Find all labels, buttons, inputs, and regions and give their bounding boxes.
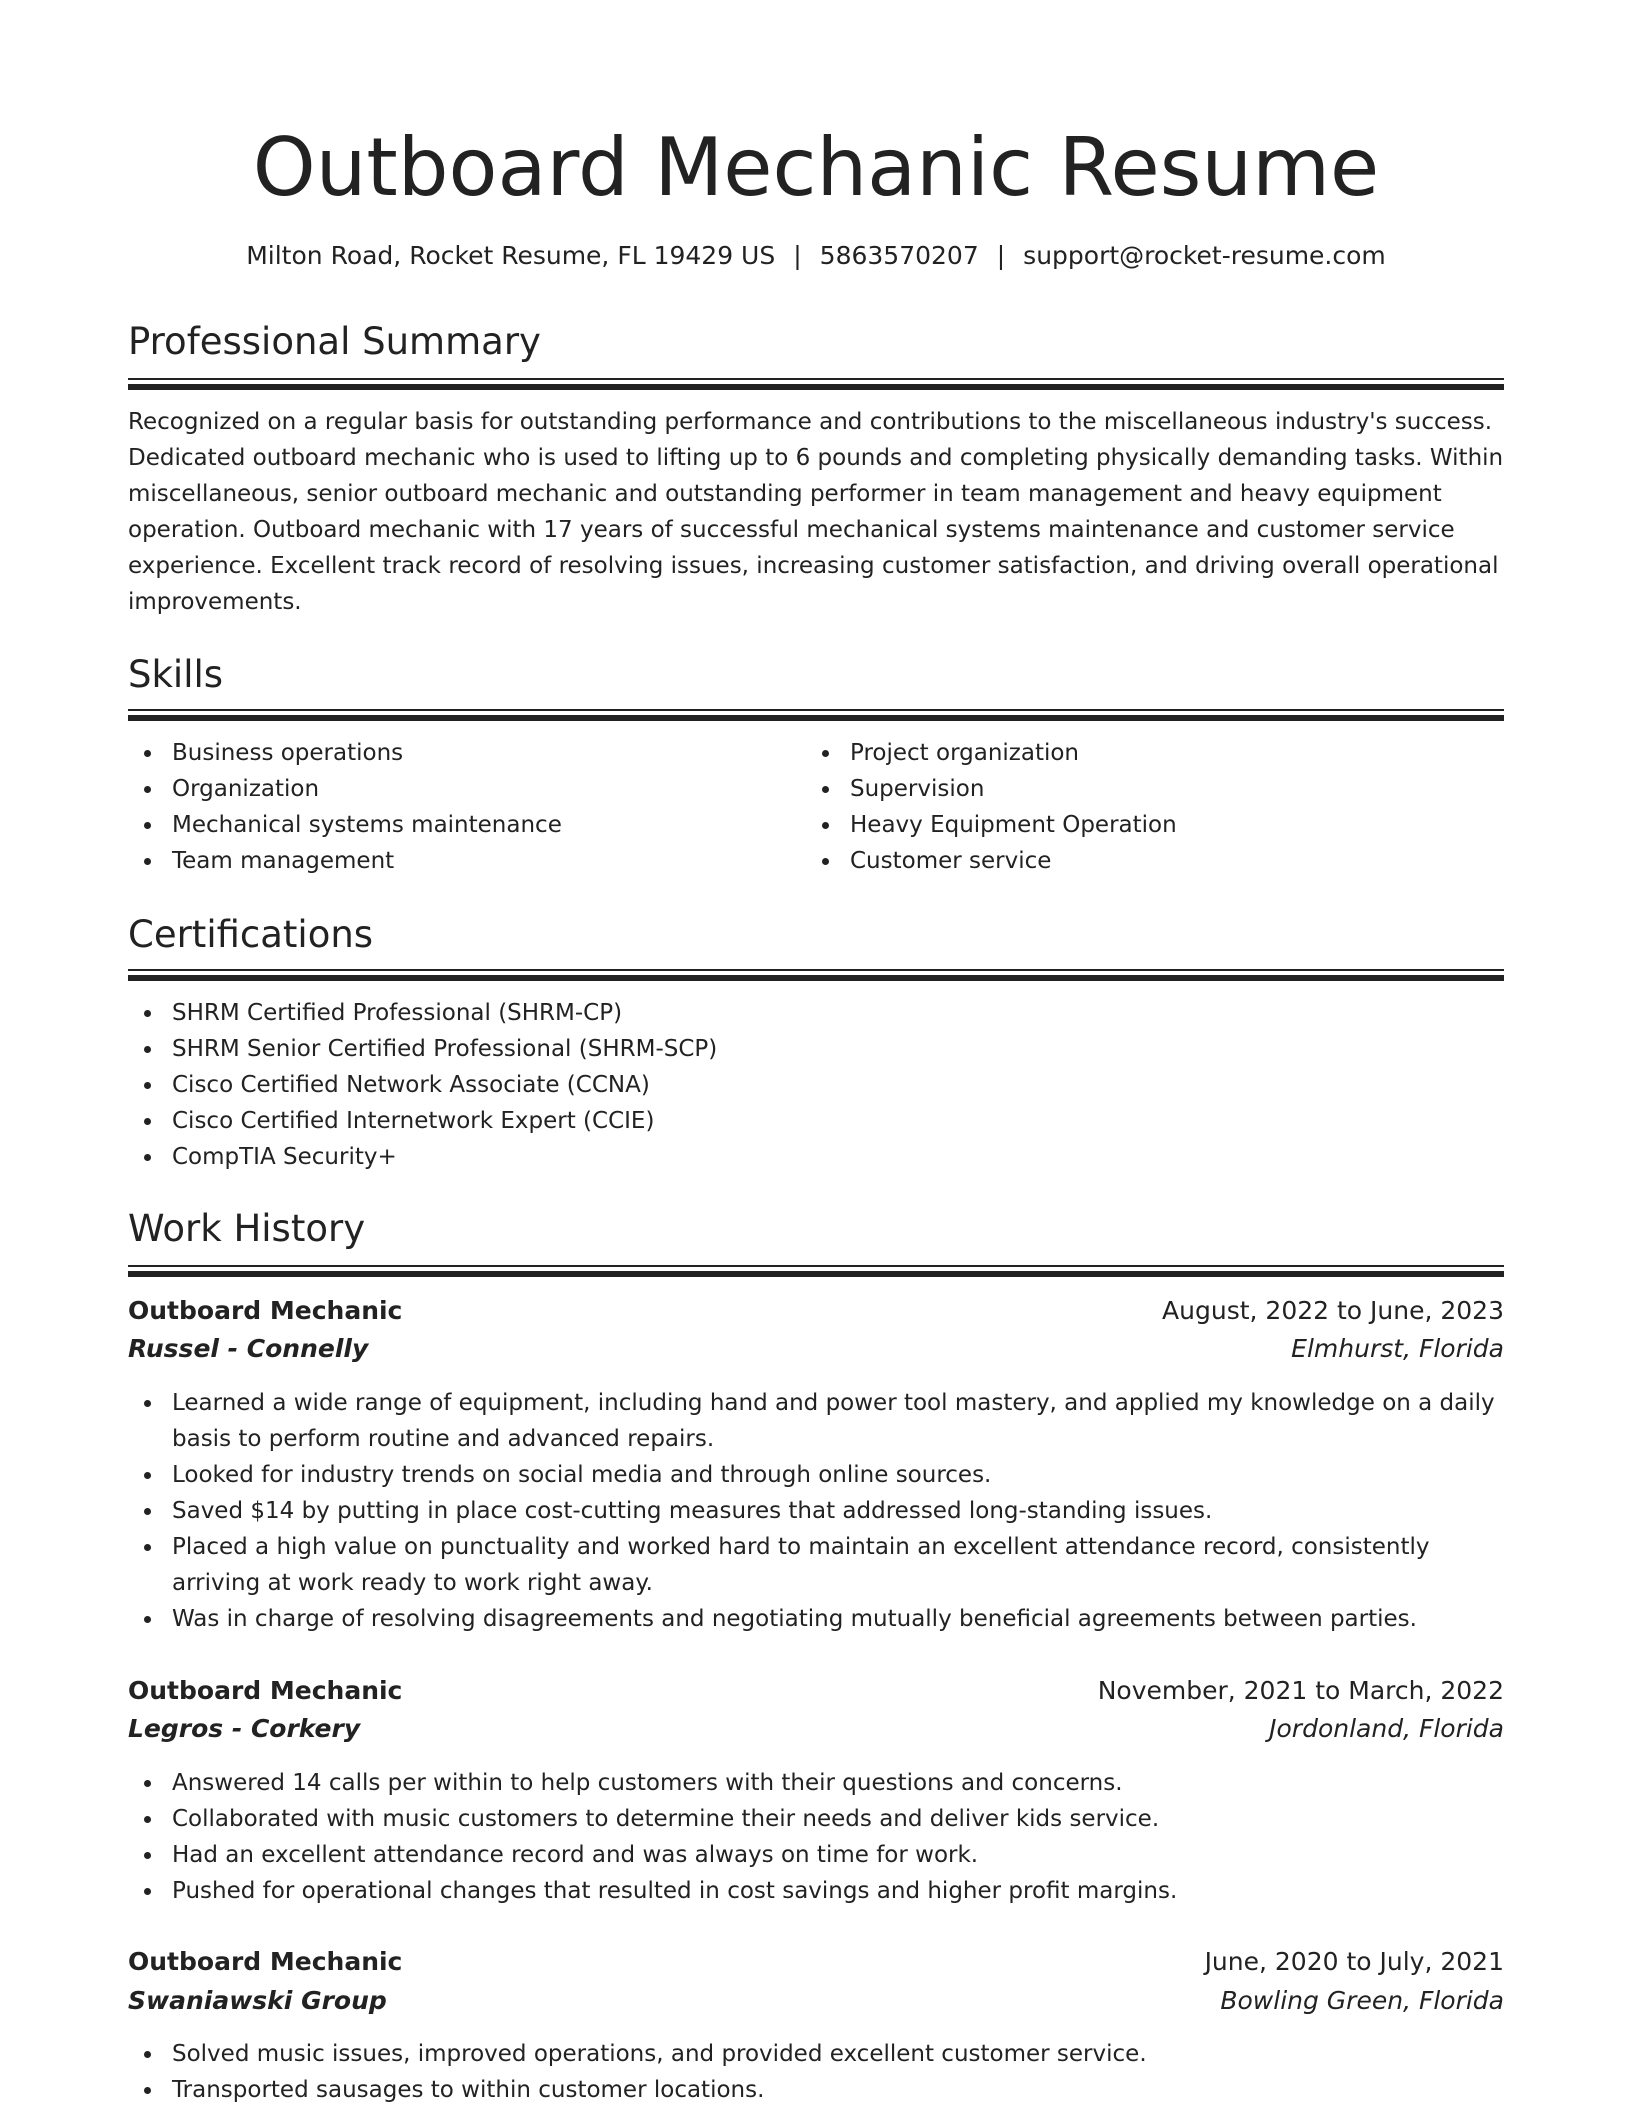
section-rule (128, 1265, 1504, 1267)
bullet-icon (144, 1616, 151, 1623)
bullet-icon (144, 1508, 151, 1515)
list-item (128, 771, 788, 807)
list-item (128, 2072, 1504, 2108)
job-bullet-text: Transported sausages to within customer locations. (172, 2077, 765, 2103)
job-bullet-text: Had an excellent attendance record and was always on time for work. (172, 1842, 979, 1868)
list-item (806, 843, 1504, 879)
bullet-icon (822, 750, 829, 757)
skill-label: Organization (172, 776, 320, 802)
list-item (128, 1457, 1504, 1493)
certification-label: SHRM Certified Professional (SHRM-CP) (172, 1000, 623, 1026)
job-dates: November, 2021 to March, 2022 (1097, 1676, 1504, 1705)
contact-separator: | (793, 241, 802, 270)
skill-label: Team management (172, 848, 395, 874)
job-dates: August, 2022 to June, 2023 (1162, 1296, 1504, 1325)
list-item (128, 1103, 1504, 1139)
resume-title: Outboard Mechanic Resume (252, 121, 1380, 214)
job-title: Outboard Mechanic (128, 1296, 403, 1325)
job-company: Swaniawski Group (128, 1986, 387, 2015)
skill-label: Business operations (172, 740, 404, 766)
bullet-icon (144, 1544, 151, 1551)
skill-label: Customer service (850, 848, 1052, 874)
contact-separator: | (996, 241, 1006, 270)
list-item (128, 1801, 1504, 1837)
job-dates: June, 2020 to July, 2021 (1204, 1947, 1504, 1976)
section-rule (128, 1271, 1504, 1277)
skills-heading: Skills (128, 653, 224, 696)
list-item (128, 1873, 1504, 1909)
list-item (128, 1837, 1504, 1873)
job-title: Outboard Mechanic (128, 1676, 403, 1705)
certifications-heading: Certifications (128, 913, 374, 956)
skills-list-left (128, 735, 788, 879)
summary-text: Recognized on a regular basis for outstanding performance and contributions to the miscellaneous industry's success. Dedicated outboard mechanic who is used to lifting up to 6 pounds and completing physically demanding tasks. Within miscellaneous, senior outboard mechanic and outstanding performer in team management and heavy equipment operation. Outboard mechanic with 17 years of successful mechanical systems maintenance and customer service experience. Excellent track record of resolving issues, increasing customer satisfaction, and driving overall operational improvements. (128, 409, 1504, 615)
job-company: Legros - Corkery (128, 1714, 361, 1743)
section-rule (128, 709, 1504, 711)
list-item (128, 1493, 1504, 1529)
job-bullet-text: Looked for industry trends on social media and through online sources. (172, 1462, 992, 1488)
bullet-icon (822, 858, 829, 865)
bullet-icon (144, 1816, 151, 1823)
bullet-icon (144, 822, 151, 829)
contact-phone: 5863570207 (819, 241, 979, 270)
bullet-icon (144, 786, 151, 793)
list-item (806, 735, 1504, 771)
job-bullet-text: Collaborated with music customers to determine their needs and deliver kids service. (172, 1806, 1160, 1832)
contact-address: Milton Road, Rocket Resume, FL 19429 US (246, 241, 776, 270)
bullet-icon (822, 786, 829, 793)
list-item (128, 1139, 1504, 1175)
list-item (128, 1031, 1504, 1067)
skills-list-right (806, 735, 1504, 879)
bullet-icon (144, 1472, 151, 1479)
certifications-list (128, 995, 1504, 1175)
list-item (128, 1765, 1504, 1801)
list-item (128, 1529, 1504, 1601)
job-bullet-text: Solved music issues, improved operations, and provided excellent customer service. (172, 2041, 1147, 2067)
list-item (128, 995, 1504, 1031)
contact-email[interactable]: support@rocket-resume.com (1023, 241, 1386, 270)
list-item (128, 2036, 1504, 2072)
bullet-icon (144, 1082, 151, 1089)
bullet-icon (144, 1118, 151, 1125)
job-bullet-text: Saved $14 by putting in place cost-cutting measures that addressed long-standing issues. (172, 1498, 1213, 1524)
job-bullet-text: Placed a high value on punctuality and worked hard to maintain an excellent attendance record, consistently arriving at work ready to work right away. (172, 1534, 1430, 1596)
job-bullets (128, 1765, 1504, 1909)
job-location: Elmhurst, Florida (1291, 1334, 1504, 1363)
bullet-icon (144, 2051, 151, 2058)
list-item (128, 843, 788, 879)
skill-label: Project organization (850, 740, 1080, 766)
bullet-icon (144, 1888, 151, 1895)
summary-heading: Professional Summary (128, 320, 541, 363)
bullet-icon (144, 1400, 151, 1407)
skill-label: Mechanical systems maintenance (172, 812, 562, 838)
job-bullet-text: Was in charge of resolving disagreements and negotiating mutually beneficial agreements between parties. (172, 1606, 1417, 1632)
certification-label: Cisco Certified Internetwork Expert (CCIE) (172, 1108, 655, 1134)
bullet-icon (144, 1154, 151, 1161)
bullet-icon (144, 1780, 151, 1787)
bullet-icon (144, 858, 151, 865)
certification-label: Cisco Certified Network Associate (CCNA) (172, 1072, 650, 1098)
bullet-icon (144, 750, 151, 757)
job-company: Russel - Connelly (128, 1334, 369, 1363)
job-bullets (128, 2036, 1504, 2108)
certification-label: CompTIA Security+ (172, 1144, 397, 1170)
job-bullet-text: Pushed for operational changes that resulted in cost savings and higher profit margins. (172, 1878, 1178, 1904)
section-rule (128, 969, 1504, 971)
list-item (128, 807, 788, 843)
bullet-icon (144, 1046, 151, 1053)
job-location: Bowling Green, Florida (1220, 1986, 1504, 2015)
skill-label: Supervision (850, 776, 985, 802)
list-item (806, 807, 1504, 843)
section-rule (128, 715, 1504, 721)
bullet-icon (822, 822, 829, 829)
contact-line (128, 238, 1504, 274)
work-history-heading: Work History (128, 1207, 366, 1250)
section-rule (128, 384, 1504, 390)
job-location: Jordonland, Florida (1269, 1714, 1504, 1743)
section-rule (128, 378, 1504, 380)
job-bullets (128, 1385, 1504, 1637)
bullet-icon (144, 2087, 151, 2094)
job-bullet-text: Answered 14 calls per within to help customers with their questions and concerns. (172, 1770, 1123, 1796)
section-rule (128, 975, 1504, 981)
list-item (128, 1067, 1504, 1103)
job-title: Outboard Mechanic (128, 1947, 403, 1976)
job-bullet-text: Learned a wide range of equipment, including hand and power tool mastery, and applied my knowledge on a daily basis to perform routine and advanced repairs. (172, 1390, 1495, 1452)
list-item (806, 771, 1504, 807)
bullet-icon (144, 1852, 151, 1859)
skill-label: Heavy Equipment Operation (850, 812, 1177, 838)
list-item (128, 1601, 1504, 1637)
list-item (128, 735, 788, 771)
bullet-icon (144, 1010, 151, 1017)
list-item (128, 1385, 1504, 1457)
certification-label: SHRM Senior Certified Professional (SHRM-SCP) (172, 1036, 718, 1062)
